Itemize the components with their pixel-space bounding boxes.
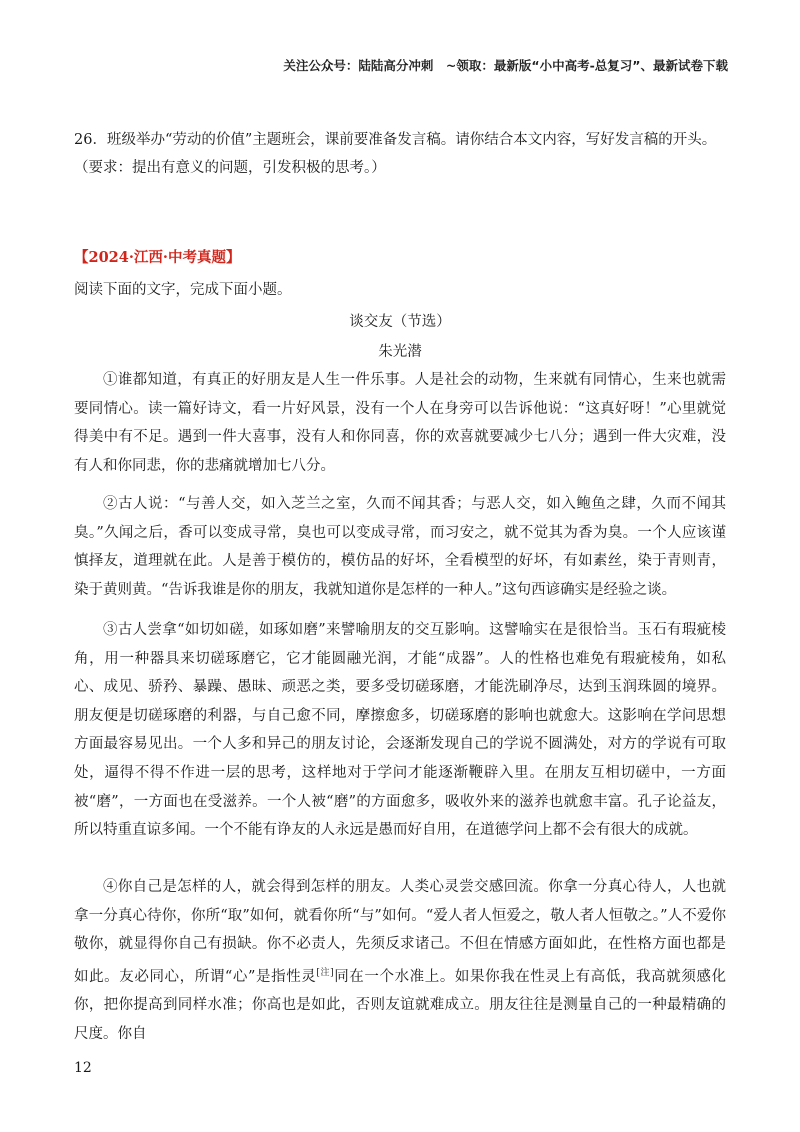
page-number: 12 xyxy=(74,1060,92,1076)
article-paragraph-4 xyxy=(74,873,726,1048)
source-tag-text: 【2024·江西·中考真题】 xyxy=(74,249,241,266)
paragraph-4-text-a: ④你自己是怎样的人，就会得到怎样的朋友。人类心灵尝交感回流。你拿一分真心待人，人也就拿一分真心待你，你所“取”如何，就看你所“与”如何。“爱人者人恒爱之，敬人者人恒敬之。”人不爱你敬你，就显得你自己有损缺。你不必责人，先须反求诸己。不但在情感方面如此，在性格方面也都是如此。友必同心，所谓“心”是指性灵 xyxy=(74,879,726,985)
reading-instruction: 阅读下面的文字，完成下面小题。 xyxy=(74,282,292,298)
question-26 xyxy=(74,126,726,182)
source-tag xyxy=(74,244,726,272)
article-paragraph-3: ③古人尝拿“如切如磋，如琢如磨”来譬喻朋友的交互影响。这譬喻实在是很恰当。玉石有瑕疵棱角，用一种器具来切磋琢磨它，它才能圆融光润，才能“成器”。人的性格也难免有瑕疵棱角，如私心、成见、骄矜、暴躁、愚昧、顽恶之类，要多受切磋琢磨，才能洗刷净尽，达到玉润珠圆的境界。朋友便是切磋琢磨的利器，与自己愈不同，摩擦愈多，切磋琢磨的影响也就愈大。这影响在学问思想方面最容易见出。一个人多和异己的朋友讨论，会逐渐发现自己的学说不圆满处，对方的学说有可取处，逼得不得不作进一层的思考，这样地对于学问才能逐渐鞭辟入里。在朋友互相切磋中，一方面被“磨”，一方面也在受滋养。一个人被“磨”的方面愈多，吸收外来的滋养也就愈丰富。孔子论益友，所以特重直谅多闻。一个不能有诤友的人永远是愚而好自用，在道德学问上都不会有很大的成就。 xyxy=(74,622,726,839)
article-paragraph-2: ②古人说：“与善人交，如入芝兰之室，久而不闻其香；与恶人交，如入鲍鱼之肆，久而不闻其臭。”久闻之后，香可以变成寻常，臭也可以变成寻常，而习安之，就不觉其为香为臭。一个人应该谨慎择友，道理就在此。人是善于模仿的，模仿品的好坏，全看模型的好坏，有如素丝，染于青则青，染于黄则黄。“告诉我谁是你的朋友，我就知道你是怎样的一种人。”这句西谚确实是经验之谈。 xyxy=(74,496,726,598)
article-author: 朱光潜 xyxy=(378,344,422,360)
footnote-marker: [注] xyxy=(316,967,334,978)
page-header: 关注公众号：陆陆高分冲刺 ~领取：最新版“小中高考-总复习”、最新试卷下载 xyxy=(283,58,728,73)
question-26-line-1: 26．班级举办“劳动的价值”主题班会，课前要准备发言稿。请你结合本文内容，写好发言稿的开头。 xyxy=(74,132,717,148)
paragraph-4-text-b: 同在一个水准上。如果你我在性灵上有高低，我高就须感化你，把你提高到同样水准；你高也是如此，否则友谊就难成立。朋友往往是测量自己的一种最精确的尺度。你自 xyxy=(74,968,726,1042)
article-title: 谈交友（节选） xyxy=(349,314,451,330)
article-paragraph-1: ①谁都知道，有真正的好朋友是人生一件乐事。人是社会的动物，生来就有同情心，生来也就需要同情心。读一篇好诗文，看一片好风景，没有一个人在身旁可以告诉他说：“这真好呀！”心里就觉得美中有不足。遇到一件大喜事，没有人和你同喜，你的欢喜就要减少七八分；遇到一件大灾难，没有人和你同悲，你的悲痛就增加七八分。 xyxy=(74,372,726,474)
question-26-line-2: （要求：提出有意义的问题，引发积极的思考。） xyxy=(74,160,386,176)
